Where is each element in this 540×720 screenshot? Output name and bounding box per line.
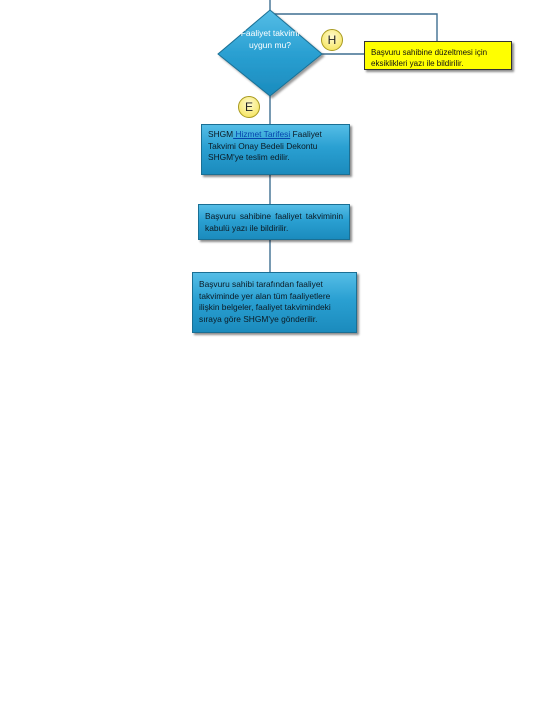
step-payment-prefix: SHGM — [208, 129, 234, 139]
step-documents-box — [192, 272, 357, 333]
step-payment-text: Faaliyet Takvimi Onay Bedeli Dekontu SHGM'ye teslim edilir. — [208, 129, 322, 162]
decision-diamond — [218, 10, 322, 96]
correction-note-box — [364, 41, 512, 70]
yes-connector-circle: E — [238, 96, 260, 118]
step-documents-text: Başvuru sahibi tarafından faaliyet takviminde yer alan tüm faaliyetlere ilişkin belgeler, faaliyet takvimindeki sıraya göre SHGM'ye gönderilir. — [199, 279, 331, 324]
no-connector-circle: H — [321, 29, 343, 51]
decision-label: Faaliyet takvimi uygun mu? — [240, 28, 300, 50]
step-acceptance-box — [198, 204, 350, 240]
step-acceptance-text: Başvuru sahibine faaliyet takviminin kabulü yazı ile bildirilir. — [205, 211, 343, 233]
correction-note-text: Başvuru sahibine düzeltmesi için eksiklikleri yazı ile bildirilir. — [371, 48, 488, 68]
step-payment-box — [201, 124, 350, 175]
tariff-link[interactable]: Hizmet Tarifesi — [233, 129, 291, 139]
